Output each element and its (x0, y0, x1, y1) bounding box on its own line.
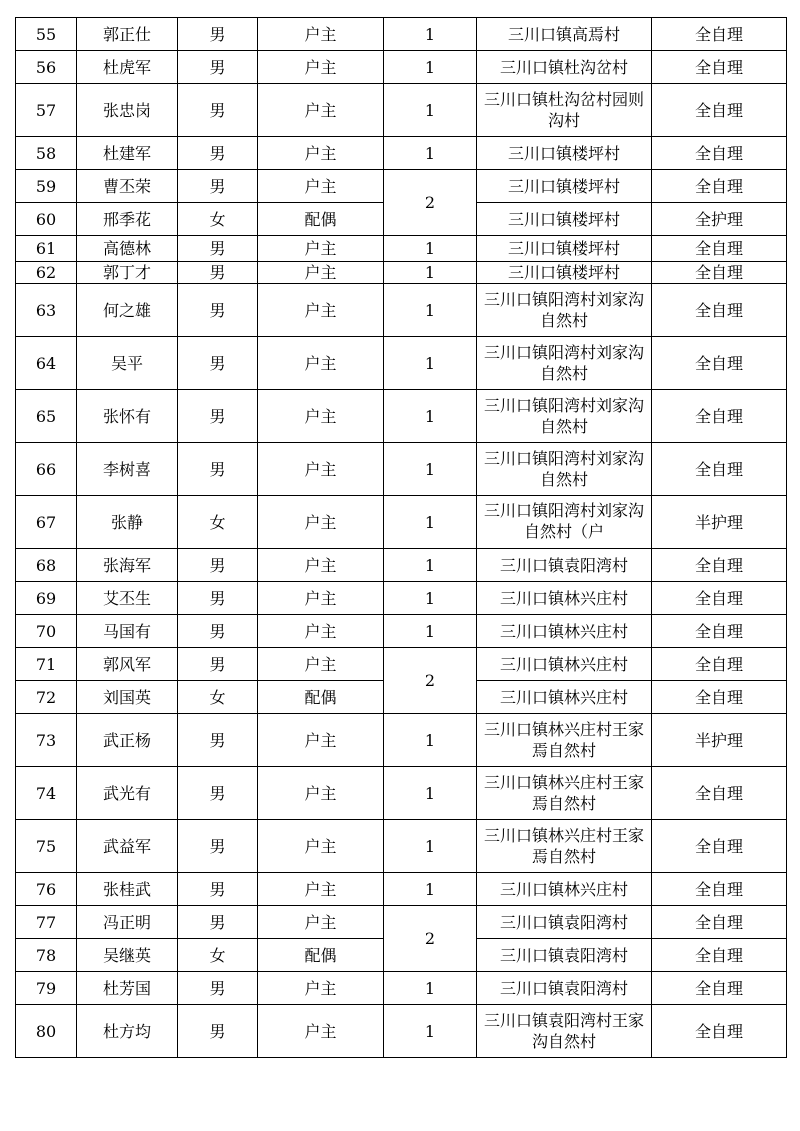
care-level-cell: 全自理 (652, 648, 787, 681)
sex-cell: 女 (178, 939, 258, 972)
sex-cell: 男 (178, 549, 258, 582)
household-count-cell: 1 (384, 236, 477, 262)
name-cell: 武正杨 (77, 714, 178, 767)
relation-cell: 配偶 (258, 203, 384, 236)
sex-cell: 男 (178, 714, 258, 767)
address-cell: 三川口镇林兴庄村王家焉自然村 (477, 820, 652, 873)
row-number-cell: 68 (16, 549, 77, 582)
relation-cell: 配偶 (258, 681, 384, 714)
name-cell: 刘国英 (77, 681, 178, 714)
care-level-cell: 全自理 (652, 549, 787, 582)
household-count-cell: 1 (384, 714, 477, 767)
row-number-cell: 67 (16, 496, 77, 549)
household-count-cell: 1 (384, 820, 477, 873)
household-count-cell: 1 (384, 390, 477, 443)
row-number-cell: 70 (16, 615, 77, 648)
address-cell: 三川口镇林兴庄村 (477, 873, 652, 906)
name-cell: 张忠岗 (77, 84, 178, 137)
care-level-cell: 全自理 (652, 390, 787, 443)
row-number-cell: 58 (16, 137, 77, 170)
sex-cell: 女 (178, 496, 258, 549)
address-cell: 三川口镇袁阳湾村 (477, 549, 652, 582)
table-row (16, 582, 787, 615)
sex-cell: 男 (178, 137, 258, 170)
sex-cell: 男 (178, 18, 258, 51)
table-row (16, 972, 787, 1005)
household-count-cell: 1 (384, 262, 477, 284)
relation-cell: 户主 (258, 137, 384, 170)
care-level-cell: 全自理 (652, 137, 787, 170)
address-cell: 三川口镇楼坪村 (477, 170, 652, 203)
name-cell: 吴平 (77, 337, 178, 390)
row-number-cell: 65 (16, 390, 77, 443)
address-cell: 三川口镇阳湾村刘家沟自然村 (477, 337, 652, 390)
care-level-cell: 全自理 (652, 681, 787, 714)
household-count-cell: 1 (384, 767, 477, 820)
household-count-cell: 1 (384, 84, 477, 137)
sex-cell: 男 (178, 262, 258, 284)
care-level-cell: 半护理 (652, 714, 787, 767)
row-number-cell: 64 (16, 337, 77, 390)
row-number-cell: 63 (16, 284, 77, 337)
table-row (16, 137, 787, 170)
relation-cell: 户主 (258, 51, 384, 84)
household-count-cell: 1 (384, 582, 477, 615)
relation-cell: 户主 (258, 714, 384, 767)
household-count-cell: 1 (384, 284, 477, 337)
relation-cell: 户主 (258, 170, 384, 203)
sex-cell: 女 (178, 203, 258, 236)
name-cell: 杜建军 (77, 137, 178, 170)
name-cell: 郭风军 (77, 648, 178, 681)
table-row (16, 170, 787, 203)
row-number-cell: 71 (16, 648, 77, 681)
relation-cell: 户主 (258, 615, 384, 648)
address-cell: 三川口镇杜沟岔村 (477, 51, 652, 84)
address-cell: 三川口镇林兴庄村 (477, 615, 652, 648)
relation-cell: 户主 (258, 820, 384, 873)
name-cell: 张怀有 (77, 390, 178, 443)
address-cell: 三川口镇阳湾村刘家沟自然村 (477, 284, 652, 337)
household-count-cell: 1 (384, 496, 477, 549)
address-cell: 三川口镇袁阳湾村 (477, 972, 652, 1005)
row-number-cell: 59 (16, 170, 77, 203)
row-number-cell: 61 (16, 236, 77, 262)
address-cell: 三川口镇林兴庄村王家焉自然村 (477, 767, 652, 820)
relation-cell: 户主 (258, 18, 384, 51)
relation-cell: 户主 (258, 582, 384, 615)
sex-cell: 男 (178, 390, 258, 443)
relation-cell: 户主 (258, 84, 384, 137)
table-row (16, 648, 787, 681)
name-cell: 张桂武 (77, 873, 178, 906)
sex-cell: 男 (178, 170, 258, 203)
table-row (16, 337, 787, 390)
care-level-cell: 全护理 (652, 203, 787, 236)
name-cell: 杜虎军 (77, 51, 178, 84)
care-level-cell: 全自理 (652, 615, 787, 648)
address-cell: 三川口镇林兴庄村王家焉自然村 (477, 714, 652, 767)
name-cell: 李树喜 (77, 443, 178, 496)
sex-cell: 男 (178, 820, 258, 873)
name-cell: 郭正仕 (77, 18, 178, 51)
address-cell: 三川口镇楼坪村 (477, 262, 652, 284)
care-level-cell: 全自理 (652, 443, 787, 496)
household-count-cell: 1 (384, 1005, 477, 1058)
household-count-cell: 1 (384, 137, 477, 170)
care-level-cell: 半护理 (652, 496, 787, 549)
household-count-cell: 1 (384, 51, 477, 84)
row-number-cell: 78 (16, 939, 77, 972)
table-row (16, 443, 787, 496)
relation-cell: 户主 (258, 337, 384, 390)
name-cell: 武光有 (77, 767, 178, 820)
household-count-cell: 1 (384, 443, 477, 496)
address-cell: 三川口镇楼坪村 (477, 137, 652, 170)
address-cell: 三川口镇袁阳湾村 (477, 939, 652, 972)
sex-cell: 男 (178, 767, 258, 820)
care-level-cell: 全自理 (652, 51, 787, 84)
sex-cell: 男 (178, 1005, 258, 1058)
row-number-cell: 75 (16, 820, 77, 873)
household-count-cell: 1 (384, 549, 477, 582)
name-cell: 艾丕生 (77, 582, 178, 615)
name-cell: 高德林 (77, 236, 178, 262)
care-level-cell: 全自理 (652, 18, 787, 51)
row-number-cell: 79 (16, 972, 77, 1005)
care-level-cell: 全自理 (652, 582, 787, 615)
table-row (16, 390, 787, 443)
table-row (16, 615, 787, 648)
relation-cell: 户主 (258, 972, 384, 1005)
name-cell: 杜方均 (77, 1005, 178, 1058)
table-row (16, 496, 787, 549)
table-row (16, 906, 787, 939)
name-cell: 曹丕荣 (77, 170, 178, 203)
table-row (16, 84, 787, 137)
table-row (16, 236, 787, 262)
row-number-cell: 56 (16, 51, 77, 84)
sex-cell: 男 (178, 972, 258, 1005)
row-number-cell: 55 (16, 18, 77, 51)
name-cell: 何之雄 (77, 284, 178, 337)
name-cell: 杜芳国 (77, 972, 178, 1005)
sex-cell: 男 (178, 648, 258, 681)
sex-cell: 男 (178, 284, 258, 337)
name-cell: 吴继英 (77, 939, 178, 972)
table-row (16, 1005, 787, 1058)
sex-cell: 女 (178, 681, 258, 714)
row-number-cell: 80 (16, 1005, 77, 1058)
row-number-cell: 66 (16, 443, 77, 496)
table-row (16, 767, 787, 820)
care-level-cell: 全自理 (652, 767, 787, 820)
relation-cell: 户主 (258, 549, 384, 582)
address-cell: 三川口镇阳湾村刘家沟自然村（户 (477, 496, 652, 549)
address-cell: 三川口镇杜沟岔村园则沟村 (477, 84, 652, 137)
name-cell: 郭丁才 (77, 262, 178, 284)
name-cell: 马国有 (77, 615, 178, 648)
relation-cell: 配偶 (258, 939, 384, 972)
row-number-cell: 77 (16, 906, 77, 939)
address-cell: 三川口镇阳湾村刘家沟自然村 (477, 390, 652, 443)
care-level-cell: 全自理 (652, 873, 787, 906)
address-cell: 三川口镇楼坪村 (477, 236, 652, 262)
row-number-cell: 74 (16, 767, 77, 820)
table-row (16, 18, 787, 51)
care-level-cell: 全自理 (652, 84, 787, 137)
address-cell: 三川口镇袁阳湾村 (477, 906, 652, 939)
address-cell: 三川口镇高焉村 (477, 18, 652, 51)
care-level-cell: 全自理 (652, 972, 787, 1005)
household-count-cell: 1 (384, 873, 477, 906)
table-row (16, 284, 787, 337)
name-cell: 冯正明 (77, 906, 178, 939)
relation-cell: 户主 (258, 443, 384, 496)
care-level-cell: 全自理 (652, 284, 787, 337)
row-number-cell: 69 (16, 582, 77, 615)
row-number-cell: 73 (16, 714, 77, 767)
household-count-cell: 1 (384, 337, 477, 390)
care-level-cell: 全自理 (652, 820, 787, 873)
sex-cell: 男 (178, 582, 258, 615)
sex-cell: 男 (178, 236, 258, 262)
sex-cell: 男 (178, 84, 258, 137)
relation-cell: 户主 (258, 390, 384, 443)
table-row (16, 549, 787, 582)
table-row (16, 51, 787, 84)
table-row (16, 714, 787, 767)
relation-cell: 户主 (258, 906, 384, 939)
care-level-cell: 全自理 (652, 337, 787, 390)
sex-cell: 男 (178, 51, 258, 84)
address-cell: 三川口镇阳湾村刘家沟自然村 (477, 443, 652, 496)
household-count-cell: 1 (384, 18, 477, 51)
care-level-cell: 全自理 (652, 262, 787, 284)
table-row (16, 873, 787, 906)
household-count-cell: 2 (384, 648, 477, 714)
address-cell: 三川口镇林兴庄村 (477, 681, 652, 714)
care-level-cell: 全自理 (652, 939, 787, 972)
name-cell: 张海军 (77, 549, 178, 582)
sex-cell: 男 (178, 873, 258, 906)
roster-body (16, 18, 787, 1058)
table-row (16, 262, 787, 284)
row-number-cell: 57 (16, 84, 77, 137)
table-row (16, 820, 787, 873)
care-level-cell: 全自理 (652, 236, 787, 262)
relation-cell: 户主 (258, 284, 384, 337)
relation-cell: 户主 (258, 873, 384, 906)
row-number-cell: 62 (16, 262, 77, 284)
care-level-cell: 全自理 (652, 170, 787, 203)
household-count-cell: 2 (384, 170, 477, 236)
sex-cell: 男 (178, 615, 258, 648)
name-cell: 邢季花 (77, 203, 178, 236)
address-cell: 三川口镇林兴庄村 (477, 648, 652, 681)
row-number-cell: 72 (16, 681, 77, 714)
name-cell: 武益军 (77, 820, 178, 873)
care-level-cell: 全自理 (652, 906, 787, 939)
household-count-cell: 2 (384, 906, 477, 972)
relation-cell: 户主 (258, 262, 384, 284)
address-cell: 三川口镇楼坪村 (477, 203, 652, 236)
roster-table (15, 17, 787, 1058)
household-count-cell: 1 (384, 615, 477, 648)
row-number-cell: 60 (16, 203, 77, 236)
care-level-cell: 全自理 (652, 1005, 787, 1058)
address-cell: 三川口镇林兴庄村 (477, 582, 652, 615)
relation-cell: 户主 (258, 236, 384, 262)
relation-cell: 户主 (258, 1005, 384, 1058)
sex-cell: 男 (178, 443, 258, 496)
relation-cell: 户主 (258, 496, 384, 549)
household-count-cell: 1 (384, 972, 477, 1005)
relation-cell: 户主 (258, 767, 384, 820)
relation-cell: 户主 (258, 648, 384, 681)
sex-cell: 男 (178, 906, 258, 939)
sex-cell: 男 (178, 337, 258, 390)
row-number-cell: 76 (16, 873, 77, 906)
address-cell: 三川口镇袁阳湾村王家沟自然村 (477, 1005, 652, 1058)
name-cell: 张静 (77, 496, 178, 549)
